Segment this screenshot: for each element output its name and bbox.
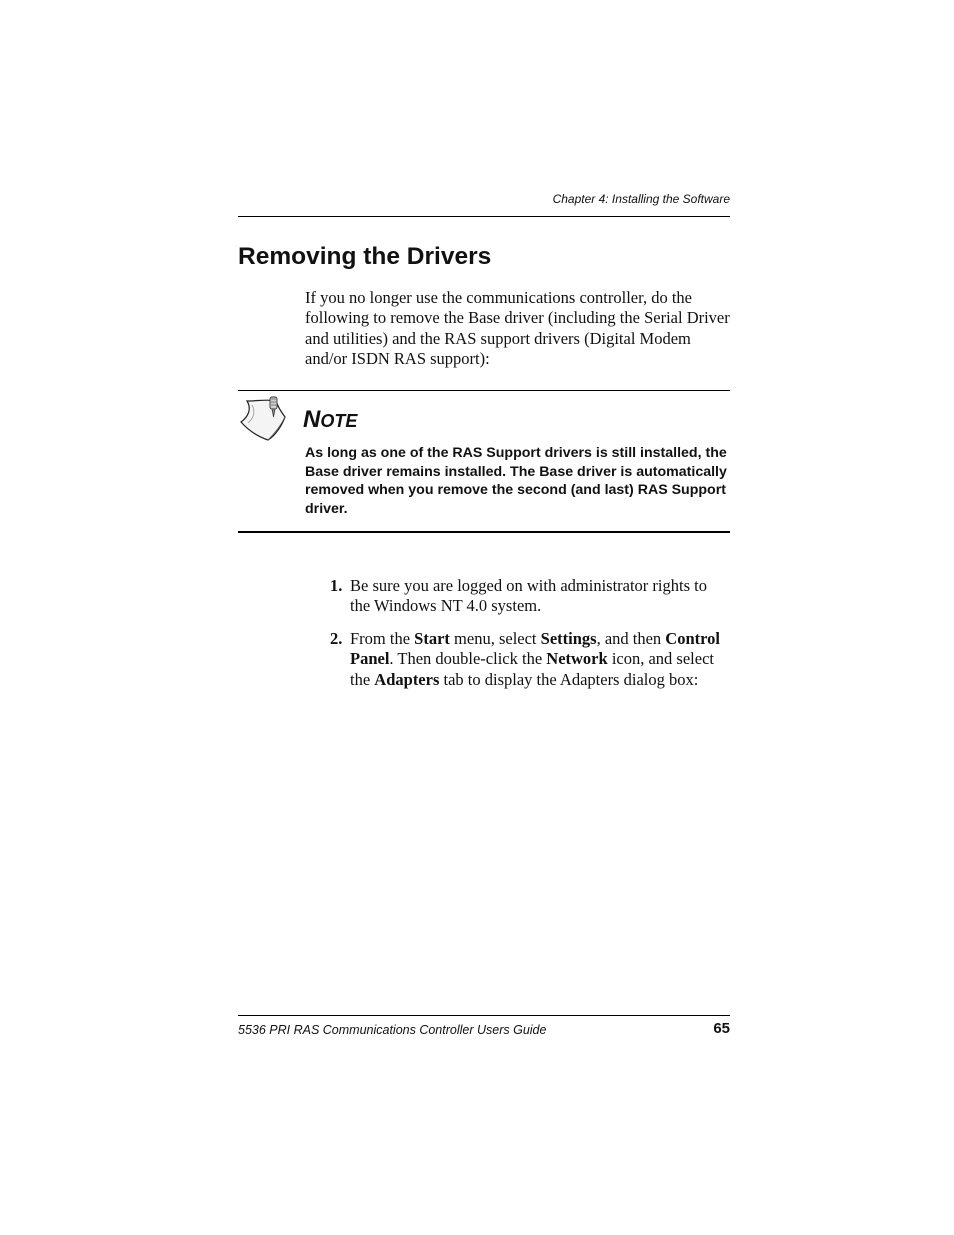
- start-menu-term: Start: [414, 629, 450, 648]
- network-term: Network: [546, 649, 608, 669]
- footer-title: 5536 PRI RAS Communications Controller Users Guide: [238, 1023, 547, 1037]
- text-run: . Then double-click the: [389, 649, 547, 669]
- text-run: From the: [350, 629, 415, 648]
- note-title-rest: OTE: [320, 411, 358, 431]
- header-rule: [238, 216, 730, 217]
- step-2: [330, 629, 730, 690]
- note-title-initial: N: [303, 406, 321, 433]
- text-run: tab to display the Adapters dialog box:: [439, 669, 699, 689]
- note-title: [303, 405, 357, 436]
- step-text: Be sure you are logged on with administrator rights to the Windows NT 4.0 system.: [350, 576, 707, 616]
- running-head: Chapter 4: Installing the Software: [552, 192, 730, 206]
- step-number: 2.: [330, 629, 343, 648]
- footer-rule: [238, 1015, 730, 1016]
- step-number: 1.: [330, 576, 343, 595]
- control-panel-term: Control Panel: [350, 629, 720, 669]
- step-text: [350, 629, 730, 690]
- text-run: , and then: [596, 629, 666, 648]
- note-top-rule: [238, 390, 730, 391]
- page-number: 65: [713, 1020, 730, 1037]
- note-text: As long as one of the RAS Support drivers is still installed, the Base driver remains installed. The Base driver is automatically removed when you remove the second (and last) RAS Support driver.: [305, 445, 727, 517]
- text-run: icon, and select the: [350, 649, 714, 689]
- note-bottom-rule: [238, 531, 730, 533]
- text-run: menu, select: [449, 629, 541, 648]
- note-pad-icon: [238, 395, 294, 443]
- step-1: [330, 576, 730, 617]
- adapters-term: Adapters: [374, 669, 440, 689]
- page-title: Removing the Drivers: [238, 243, 492, 270]
- settings-term: Settings: [540, 629, 597, 648]
- intro-paragraph: If you no longer use the communications controller, do the following to remove the Base driver (including the Serial Driver and utilities) and the RAS support drivers (Digital Modem and/or ISDN RAS support):: [305, 288, 730, 368]
